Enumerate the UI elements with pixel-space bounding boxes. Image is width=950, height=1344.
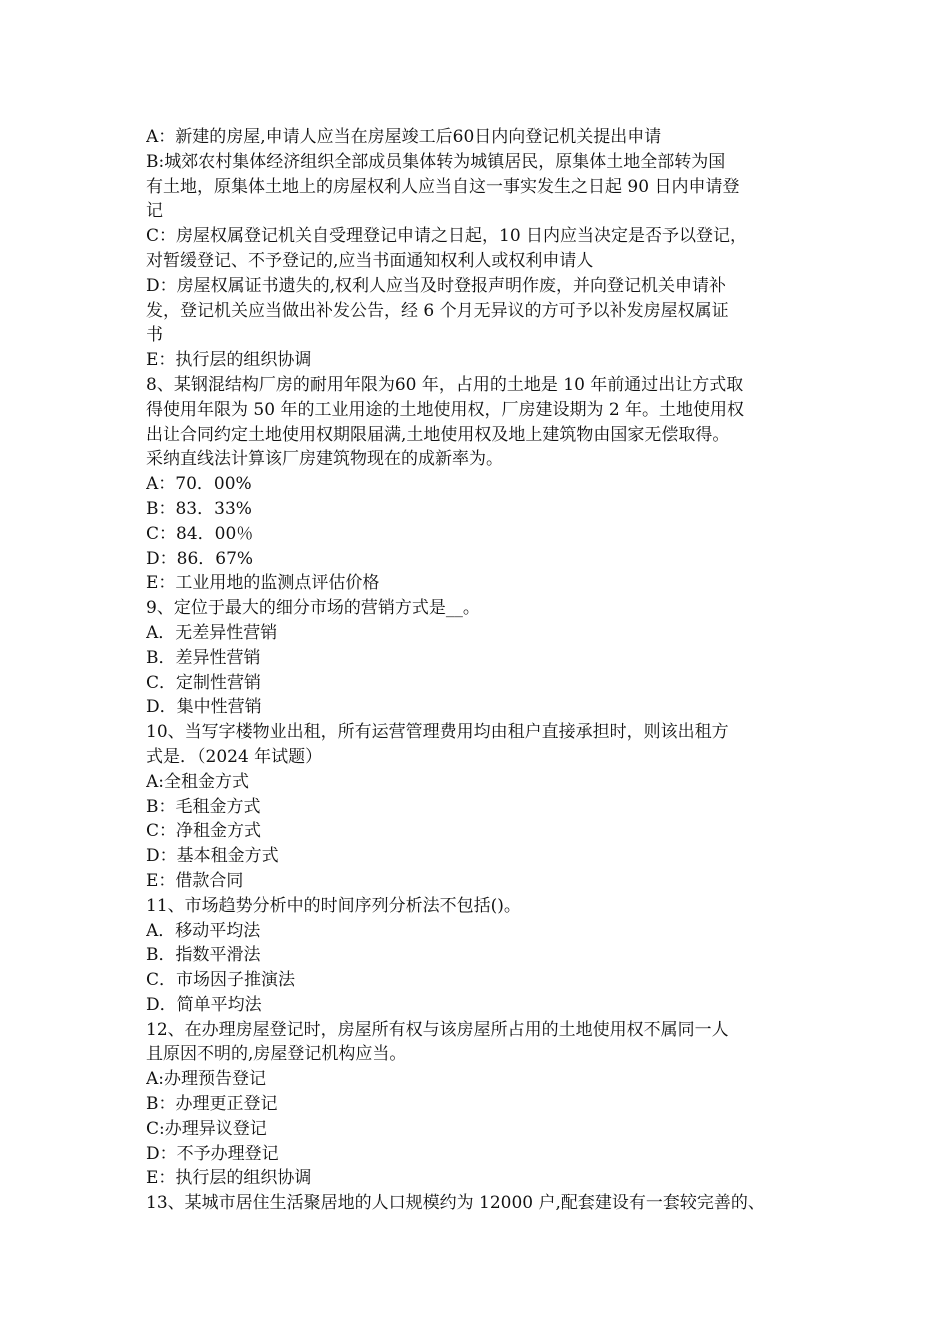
option-line: C：净租金方式 xyxy=(146,821,262,842)
option-line: A:全租金方式 xyxy=(146,771,250,792)
text-line: A：新建的房屋,申请人应当在房屋竣工后60日内向登记机关提出申请 xyxy=(146,127,662,147)
text-line: 记 xyxy=(146,201,163,222)
text-line: 发，登记机关应当做出补发公告，经 6 个月无异议的方可予以补发房屋权属证 xyxy=(146,300,729,321)
option-line: A:办理预告登记 xyxy=(146,1069,267,1090)
option-line: D．集中性营销 xyxy=(146,697,262,718)
option-line: C:办理异议登记 xyxy=(146,1118,267,1139)
text-line: 得使用年限为 50 年的工业用途的土地使用权，厂房建设期为 2 年。土地使用权 xyxy=(146,399,745,420)
question-12: 12、在办理房屋登记时，房屋所有权与该房屋所占用的土地使用权不属同一人 xyxy=(146,1019,729,1040)
option-line: B：毛租金方式 xyxy=(146,796,261,817)
text-line: E：执行层的组织协调 xyxy=(146,350,312,371)
option-line: D．简单平均法 xyxy=(146,994,262,1015)
text-line: 式是．（2024 年试题） xyxy=(146,746,323,767)
text-line: 对暂缓登记、不予登记的,应当书面通知权利人或权利申请人 xyxy=(146,250,594,271)
option-line: B．差异性营销 xyxy=(146,647,261,668)
option-line: A：70．00% xyxy=(146,474,252,495)
option-line: B：83．33% xyxy=(146,498,252,519)
text-line: B:城郊农村集体经济组织全部成员集体转为城镇居民，原集体土地全部转为国 xyxy=(146,151,726,172)
option-line: A．无差异性营销 xyxy=(146,622,278,643)
text-line: 出让合同约定土地使用权期限届满,土地使用权及地上建筑物由国家无偿取得。 xyxy=(146,424,730,445)
document-body xyxy=(146,125,826,1216)
question-10: 10、当写字楼物业出租，所有运营管理费用均由租户直接承担时，则该出租方 xyxy=(146,722,729,743)
text-line: 且原因不明的,房屋登记机构应当。 xyxy=(146,1044,407,1065)
option-line: A．移动平均法 xyxy=(146,920,261,941)
text-line: 采纳直线法计算该厂房建筑物现在的成新率为。 xyxy=(146,449,503,470)
option-line: C．市场因子推演法 xyxy=(146,970,296,991)
option-line: D：基本租金方式 xyxy=(146,846,279,867)
option-line: D：不予办理登记 xyxy=(146,1143,279,1164)
option-line: E：借款合同 xyxy=(146,870,244,891)
option-line: B．指数平滑法 xyxy=(146,945,261,966)
text-line: 书 xyxy=(146,325,163,346)
text-line: C：房屋权属登记机关自受理登记申请之日起，10 日内应当决定是否予以登记， xyxy=(146,226,748,247)
option-line: E：执行层的组织协调 xyxy=(146,1168,312,1189)
question-13: 13、某城市居住生活聚居地的人口规模约为 12000 户,配套建设有一套较完善的、 xyxy=(146,1193,765,1214)
question-9: 9、定位于最大的细分市场的营销方式是__。 xyxy=(146,598,480,619)
option-line: B：办理更正登记 xyxy=(146,1094,278,1115)
option-line: E：工业用地的监测点评估价格 xyxy=(146,573,380,594)
option-line: C：84．00％ xyxy=(146,523,254,544)
option-line: D：86．67% xyxy=(146,548,254,569)
text-line: D：房屋权属证书遗失的,权利人应当及时登报声明作废，并向登记机关申请补 xyxy=(146,275,727,296)
question-8: 8、某钢混结构厂房的耐用年限为60 年，占用的土地是 10 年前通过出让方式取 xyxy=(146,374,744,395)
text-line: 有土地，原集体土地上的房屋权利人应当自这一事实发生之日起 90 日内申请登 xyxy=(146,176,740,197)
option-line: C．定制性营销 xyxy=(146,672,262,693)
question-11: 11、市场趋势分析中的时间序列分析法不包括()。 xyxy=(146,895,521,916)
